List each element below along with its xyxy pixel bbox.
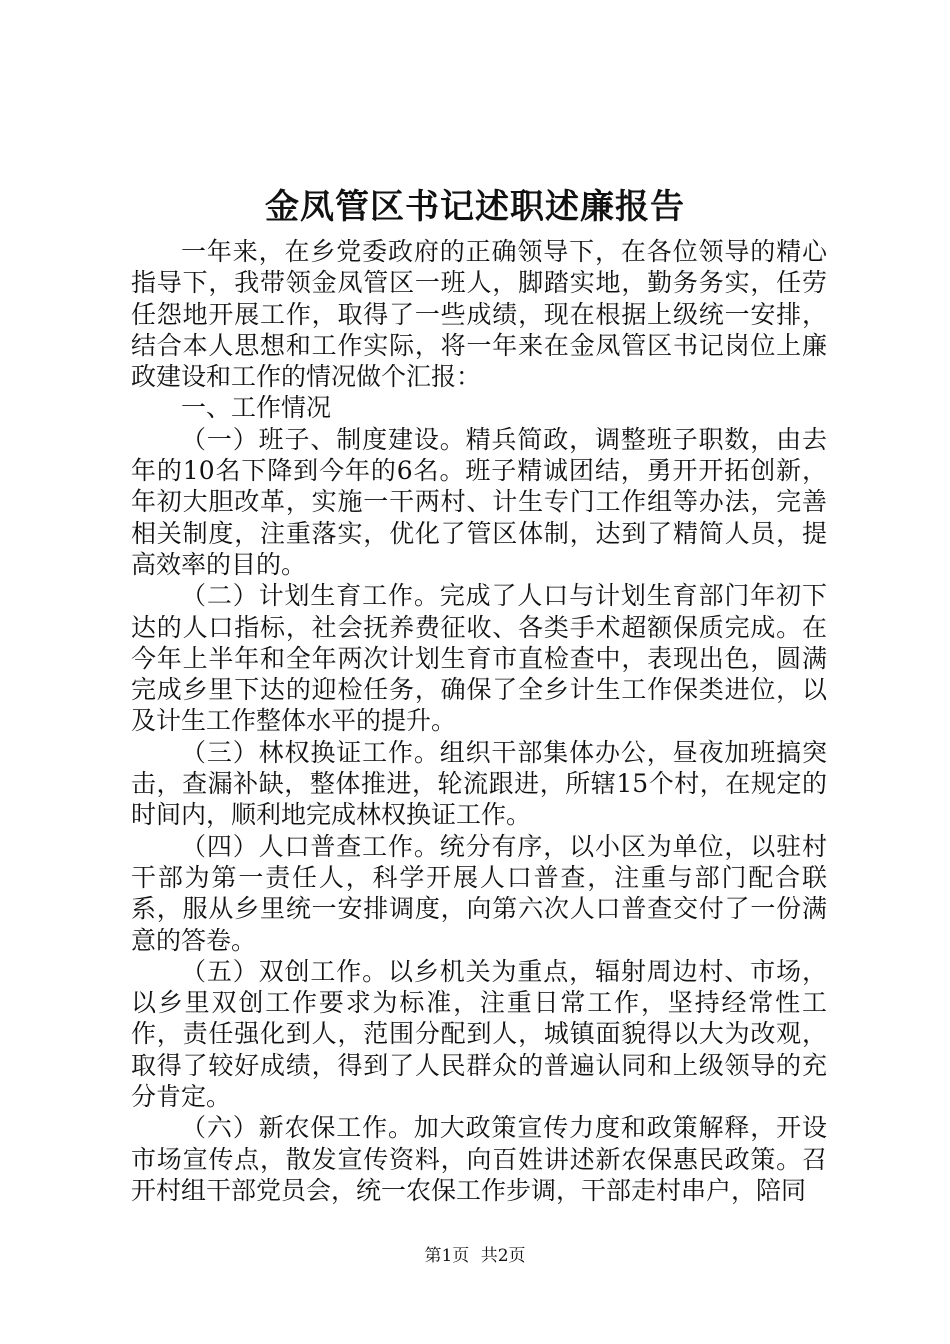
paragraph-team-building: （一）班子、制度建设。精兵简政，调整班子职数，由去年的10名下降到今年的6名。班子精诚团结，勇开开拓创新，年初大胆改革，实施一干两村、计生专门工作组等办法，完善相关制度，注重落实，优化了管区体制，达到了精简人员，提高效率的目的。 xyxy=(131,424,827,579)
section-heading: 一、工作情况 xyxy=(181,393,332,423)
document-body xyxy=(131,236,827,1206)
page-number: 第1页 xyxy=(424,1246,470,1266)
page-total: 共2页 xyxy=(480,1246,526,1266)
paragraph-census: （四）人口普查工作。统分有序，以小区为单位，以驻村干部为第一责任人，科学开展人口普查，注重与部门配合联系，服从乡里统一安排调度，向第六次人口普查交付了一份满意的答卷。 xyxy=(131,831,827,955)
paragraph-forest-rights: （三）林权换证工作。组织干部集体办公，昼夜加班搞突击，查漏补缺，整体推进，轮流跟进，所辖15个村，在规定的时间内，顺利地完成林权换证工作。 xyxy=(131,737,827,830)
page-footer xyxy=(0,1244,950,1268)
paragraph-dual-creation: （五）双创工作。以乡机关为重点，辐射周边村、市场，以乡里双创工作要求为标准，注重日常工作，坚持经常性工作，责任强化到人，范围分配到人，城镇面貌得以大为改观，取得了较好成绩，得到了人民群众的普遍认同和上级领导的充分肯定。 xyxy=(131,956,827,1112)
paragraph-rural-insurance: （六）新农保工作。加大政策宣传力度和政策解释，开设市场宣传点，散发宣传资料，向百姓讲述新农保惠民政策。召开村组干部党员会，统一农保工作步调，干部走村串户，陪同 xyxy=(131,1113,827,1205)
document-title: 金凤管区书记述职述廉报告 xyxy=(265,187,685,227)
paragraph-family-planning: （二）计划生育工作。完成了人口与计划生育部门年初下达的人口指标，社会抚养费征收、各类手术超额保质完成。在今年上半年和全年两次计划生育市直检查中，表现出色，圆满完成乡里下达的迎检任务，确保了全乡计生工作保类进位，以及计生工作整体水平的提升。 xyxy=(131,581,827,736)
intro-paragraph: 一年来，在乡党委政府的正确领导下，在各位领导的精心指导下，我带领金凤管区一班人，脚踏实地，勤务务实，任劳任怨地开展工作，取得了一些成绩，现在根据上级统一安排，结合本人思想和工作实际，将一年来在金凤管区书记岗位上廉政建设和工作的情况做个汇报： xyxy=(131,237,827,392)
